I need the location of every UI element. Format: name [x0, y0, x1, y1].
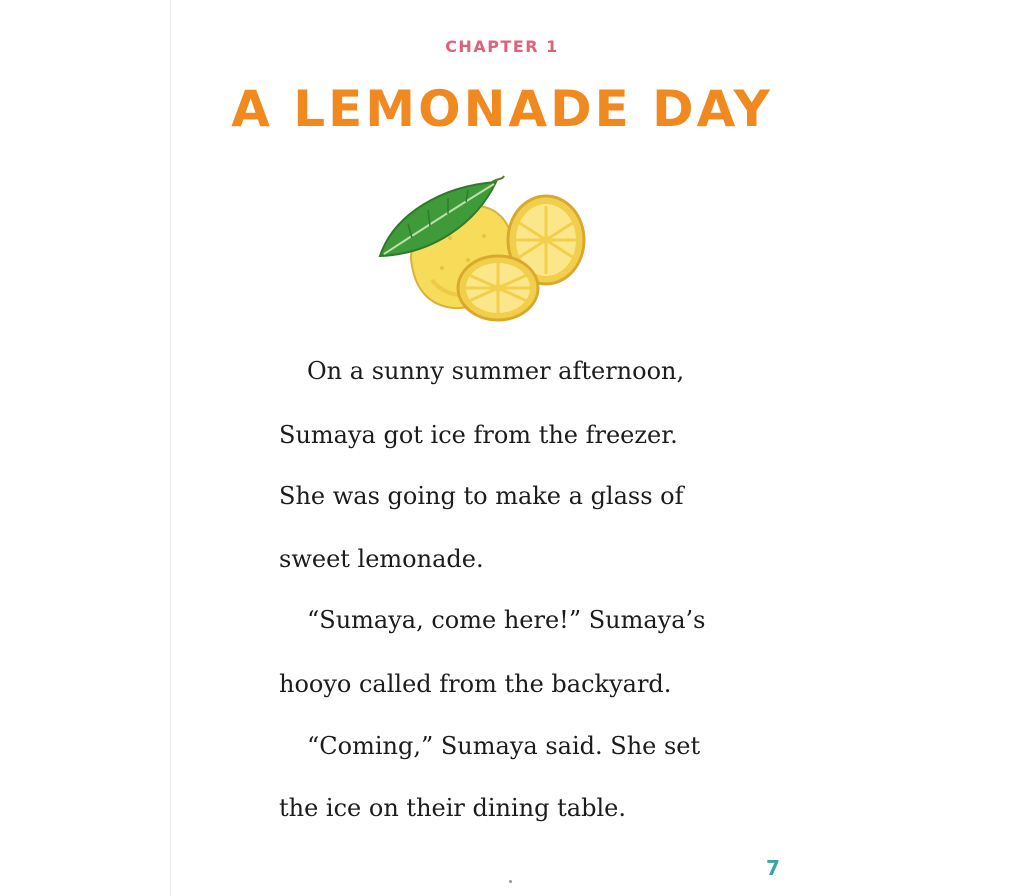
chapter-title: A LEMONADE DAY	[231, 80, 773, 138]
body-line-8: the ice on their dining table.	[279, 794, 626, 822]
page-number: 7	[766, 856, 780, 880]
body-line-3: She was going to make a glass of	[279, 482, 684, 510]
body-line-5: “Sumaya, come here!” Sumaya’s	[307, 606, 706, 634]
lemons-illustration	[372, 170, 592, 330]
print-speck	[509, 880, 512, 883]
body-line-2: Sumaya got ice from the freezer.	[279, 421, 678, 449]
lemon-slice-front-icon	[458, 256, 538, 320]
body-line-6: hooyo called from the backyard.	[279, 670, 672, 698]
chapter-label: CHAPTER 1	[445, 37, 559, 56]
body-line-7: “Coming,” Sumaya said. She set	[307, 732, 701, 760]
body-line-4: sweet lemonade.	[279, 545, 484, 573]
body-line-1: On a sunny summer afternoon,	[307, 357, 685, 385]
